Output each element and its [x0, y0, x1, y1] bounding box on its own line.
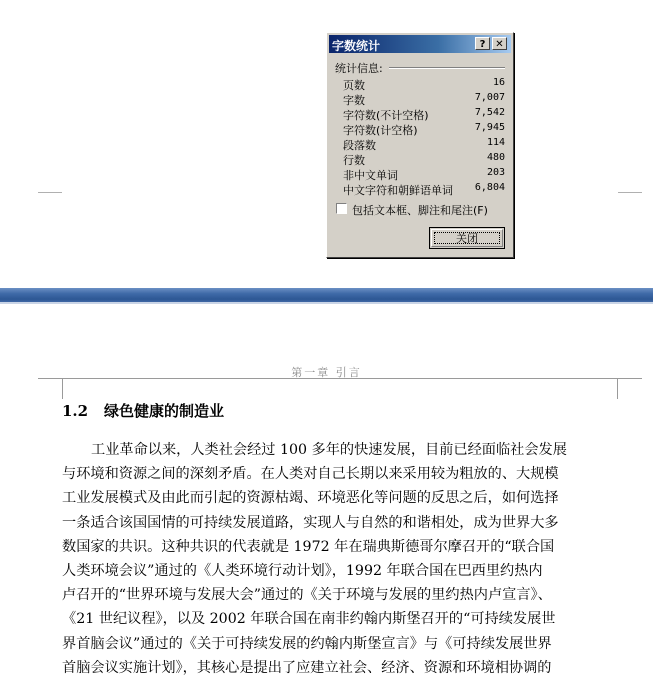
stat-value: 114 [486, 137, 505, 148]
text-line: 一条适合该国国情的可持续发展道路，实现人与自然的和谐相处，成为世界大多 [62, 514, 559, 531]
statistics-list [343, 77, 505, 197]
text-line: 界首脑会议”通过的《关于可持续发展的约翰内斯堡宣言》与《可持续发展世界 [62, 635, 552, 652]
stat-value: 7,542 [474, 107, 505, 118]
stat-row-paragraphs [343, 137, 505, 152]
stat-row-words [343, 92, 505, 107]
stat-label: 行数 [343, 154, 365, 167]
text-line: 人类环境会议”通过的《人类环境行动计划》，1992 年联合国在巴西里约热内 [62, 563, 543, 580]
page-gap [0, 288, 653, 304]
page-corner-mark [618, 192, 642, 193]
header-rule [62, 378, 618, 379]
page-corner-mark [38, 192, 62, 193]
section-number: 1.2 [62, 402, 89, 420]
stat-row-pages [343, 77, 505, 92]
stat-row-chars-with-spaces [343, 122, 505, 137]
close-icon[interactable]: ✕ [492, 37, 507, 50]
stat-label: 页数 [343, 79, 365, 92]
body-paragraph[interactable] [62, 438, 618, 675]
text-line: 与环境和资源之间的深刻矛盾。在人类对自己长期以来采用较为粗放的、大规模 [62, 466, 559, 483]
stat-row-cjk-chars [343, 182, 505, 197]
dialog-titlebar[interactable] [329, 35, 511, 53]
text-line: 工业革命以来，人类社会经过 100 多年的快速发展，目前已经面临社会发展 [91, 442, 567, 458]
document-page[interactable] [0, 304, 653, 675]
section-title: 绿色健康的制造业 [104, 402, 225, 420]
stat-row-non-chinese-words [343, 167, 505, 182]
text-line: 首脑会议实施计划》，其核心是提出了应建立社会、经济、资源和环境相协调的 [62, 659, 552, 675]
word-count-dialog [326, 32, 514, 258]
stat-value: 7,945 [474, 122, 505, 133]
statistics-label: 统计信息: [335, 62, 383, 75]
stat-label: 字符数(不计空格) [343, 109, 429, 122]
text-line: 《21 世纪议程》，以及 2002 年联合国在南非约翰内斯堡召开的“可持续发展世 [62, 611, 556, 628]
include-textboxes-label[interactable]: 包括文本框、脚注和尾注(F) [352, 204, 488, 217]
help-button[interactable]: ? [475, 37, 490, 50]
stat-value: 6,804 [474, 182, 505, 193]
close-button-label: 关闭 [434, 232, 500, 244]
page-header: 第一章 引言 [291, 366, 362, 379]
stat-label: 字数 [343, 94, 365, 107]
text-line: 工业发展模式及由此而引起的资源枯竭、环境恶化等问题的反思之后，如何选择 [62, 490, 559, 507]
dialog-title: 字数统计 [332, 39, 381, 53]
text-line: 数国家的共识。这种共识的代表就是 1972 年在瑞典斯德哥尔摩召开的“联合国 [62, 538, 555, 555]
stat-row-chars-no-spaces [343, 107, 505, 122]
stat-value: 480 [486, 152, 505, 163]
stat-value: 7,007 [474, 92, 505, 103]
stat-label: 段落数 [343, 139, 376, 152]
text-line: 卢召开的“世界环境与发展大会”通过的《关于环境与发展的里约热内卢宣言》、 [62, 587, 552, 604]
include-textboxes-checkbox[interactable] [336, 203, 347, 214]
page-corner-mark [617, 378, 642, 399]
close-button[interactable] [429, 227, 505, 249]
stat-label: 字符数(计空格) [343, 124, 418, 137]
stat-row-lines [343, 152, 505, 167]
stat-value: 203 [486, 167, 505, 178]
page-corner-mark [38, 378, 63, 399]
group-separator [389, 67, 505, 69]
stat-label: 中文字符和朝鲜语单词 [343, 184, 453, 197]
section-heading [62, 400, 224, 421]
stat-label: 非中文单词 [343, 169, 398, 182]
stat-value: 16 [492, 77, 505, 88]
